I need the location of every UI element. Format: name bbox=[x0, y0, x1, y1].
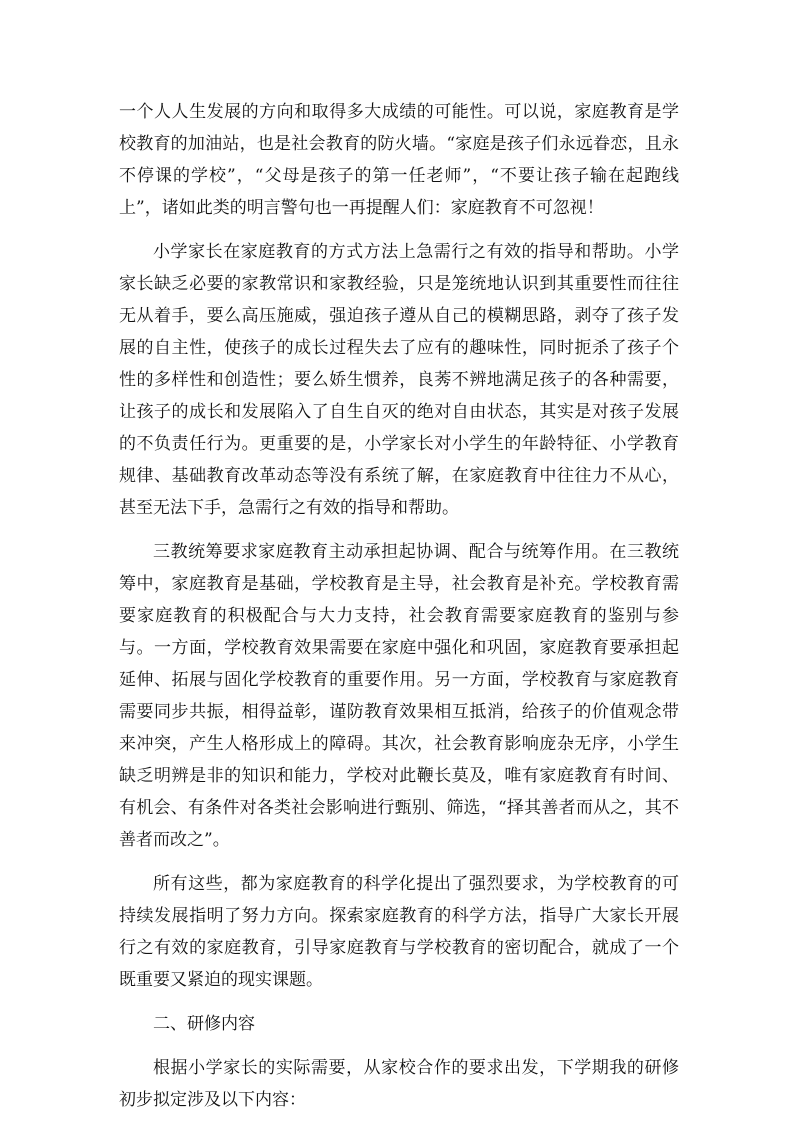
section-heading: 二、研修内容 bbox=[153, 1014, 255, 1034]
paragraph-three-education-coordination: 三教统筹要求家庭教育主动承担起协调、配合与统筹作用。在三教统筹中，家庭教育是基础，学校教育是主导，社会教育是补充。学校教育需要家庭教育的积极配合与大力支持，社会教育需要家庭教育的鉴别与参与。一方面，学校教育效果需要在家庭中强化和巩固，家庭教育要承担起延伸、拓展与固化学校教育的重要作用。另一方面，学校教育与家庭教育需要同步共振，相得益彰，谨防教育效果相互抵消，给孩子的价值观念带来冲突，产生人格形成上的障碍。其次，社会教育影响庞杂无序，小学生缺乏明辨是非的知识和能力，学校对此鞭长莫及，唯有家庭教育有时间、有机会、有条件对各类社会影响进行甄别、筛选，“择其善者而从之，其不善者而改之”。 bbox=[119, 542, 679, 850]
paragraph-summary: 所有这些，都为家庭教育的科学化提出了强烈要求，为学校教育的可持续发展指明了努力方向。探索家庭教育的科学方法，指导广大家长开展行之有效的家庭教育，引导家庭教育与学校教育的密切配合，就成了一个既重要又紧迫的现实课题。 bbox=[119, 874, 679, 990]
paragraph-research-content: 根据小学家长的实际需要，从家校合作的要求出发，下学期我的研修初步拟定涉及以下内容： bbox=[119, 1058, 679, 1110]
paragraph-continuation: 一个人人生发展的方向和取得多大成绩的可能性。可以说，家庭教育是学校教育的加油站，也是社会教育的防火墙。“家庭是孩子们永远眷恋，且永不停课的学校”，“父母是孩子的第一任老师”，“不要让孩子输在起跑线上”，诸如此类的明言警句也一再提醒人们：家庭教育不可忽视！ bbox=[119, 102, 679, 218]
document-body bbox=[119, 96, 679, 1128]
paragraph-parent-guidance: 小学家长在家庭教育的方式方法上急需行之有效的指导和帮助。小学家长缺乏必要的家教常识和家教经验，只是笼统地认识到其重要性而往往无从着手，要么高压施威，强迫孩子遵从自己的模糊思路，剥夺了孩子发展的自主性，使孩子的成长过程失去了应有的趣味性，同时扼杀了孩子个性的多样性和创造性；要么娇生惯养，良莠不辨地满足孩子的各种需要，让孩子的成长和发展陷入了自生自灭的绝对自由状态，其实是对孩子发展的不负责任行为。更重要的是，小学家长对小学生的年龄特征、小学教育规律、基础教育改革动态等没有系统了解，在家庭教育中往往力不从心，甚至无法下手，急需行之有效的指导和帮助。 bbox=[119, 242, 679, 518]
